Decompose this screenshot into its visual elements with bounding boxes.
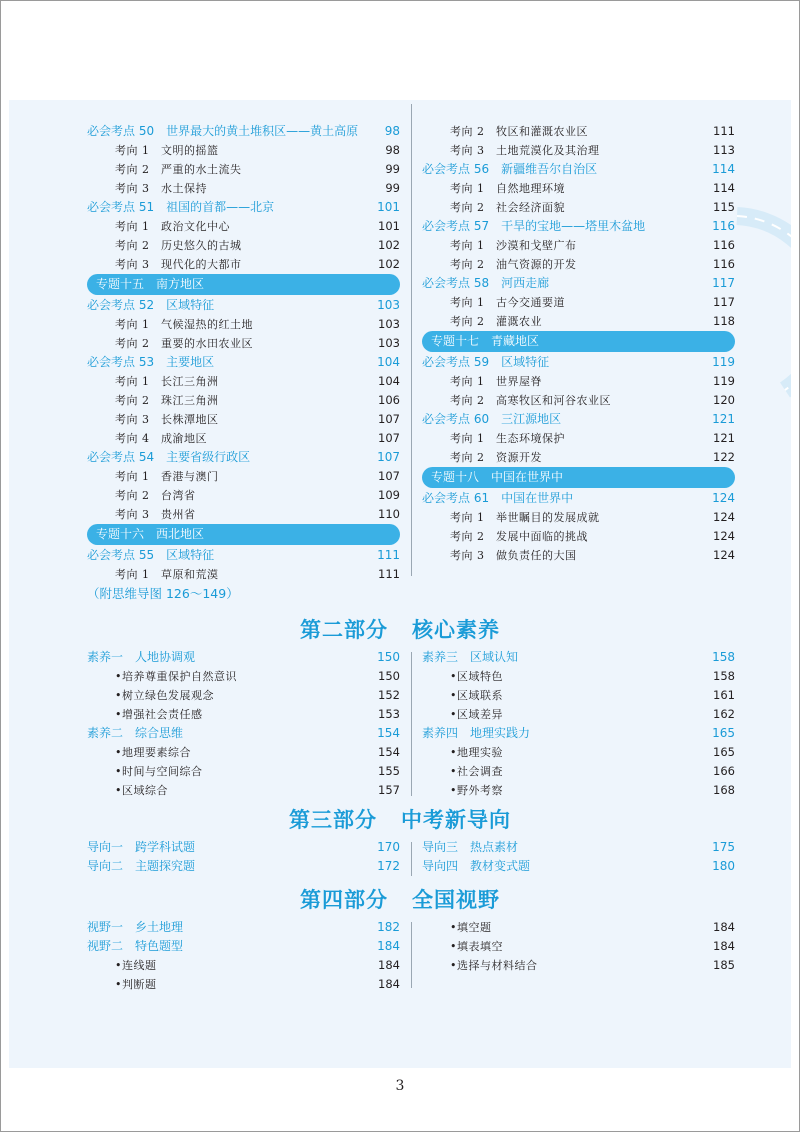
toc-subentry (87, 141, 400, 160)
entry-page-number: 158 (713, 669, 735, 683)
entry-title: 考向 2 牧区和灌溉农业区 (450, 125, 588, 138)
entry-page-number: 154 (378, 745, 400, 759)
toc-subentry (422, 705, 735, 724)
entry-page-number: 180 (712, 859, 735, 873)
entry-title: 考向 1 古今交通要道 (450, 296, 565, 309)
toc-subentry (87, 160, 400, 179)
toc-subentry (422, 918, 735, 937)
toc-subentry (422, 956, 735, 975)
entry-page-number: 116 (713, 238, 735, 252)
entry-title: 必会考点 53 主要地区 (87, 355, 215, 369)
part-4-number: 第四部分 (300, 888, 388, 912)
entry-page-number: 184 (713, 920, 735, 934)
entry-page-number: 122 (713, 450, 735, 464)
entry-page-number: 103 (378, 317, 400, 331)
entry-title: 考向 3 长株潭地区 (115, 413, 219, 426)
toc-right-column (422, 122, 735, 565)
entry-page-number: 116 (712, 219, 735, 233)
toc-subentry (87, 486, 400, 505)
entry-title: 必会考点 52 区域特征 (87, 298, 215, 312)
entry-page-number: 157 (378, 783, 400, 797)
toc-subentry (422, 429, 735, 448)
entry-title: •社会调查 (450, 765, 503, 778)
entry-page-number: 121 (712, 412, 735, 426)
entry-title: •时间与空间综合 (115, 765, 203, 778)
entry-page-number: 117 (712, 276, 735, 290)
entry-page-number: 106 (378, 393, 400, 407)
toc-entry (422, 838, 735, 857)
part-2-left-column (87, 648, 400, 800)
entry-page-number: 184 (713, 939, 735, 953)
toc-entry (87, 648, 400, 667)
toc-subentry (422, 312, 735, 331)
entry-page-number: 109 (378, 488, 400, 502)
toc-subentry (87, 429, 400, 448)
toc-subentry (87, 217, 400, 236)
part-2-heading (0, 614, 800, 644)
toc-subentry (422, 122, 735, 141)
entry-title: 考向 1 举世瞩目的发展成就 (450, 511, 600, 524)
toc-subentry (87, 315, 400, 334)
entry-title: 考向 1 香港与澳门 (115, 470, 219, 483)
entry-title: 考向 3 土地荒漠化及其治理 (450, 144, 600, 157)
toc-subentry (422, 236, 735, 255)
part-4-title: 全国视野 (412, 888, 500, 912)
toc-entry (422, 217, 735, 236)
topic-banner: 专题十五 南方地区 (87, 274, 400, 295)
entry-page-number: 101 (378, 219, 400, 233)
entry-title: 考向 2 珠江三角洲 (115, 394, 219, 407)
toc-entry (87, 937, 400, 956)
entry-title: •地理要素综合 (115, 746, 191, 759)
toc-subentry (87, 236, 400, 255)
entry-title: 考向 2 严重的水土流失 (115, 163, 242, 176)
page-number: 3 (395, 1078, 405, 1094)
entry-page-number: 184 (378, 977, 400, 991)
part-3-right-column (422, 838, 735, 876)
entry-page-number: 124 (713, 548, 735, 562)
entry-page-number: 161 (713, 688, 735, 702)
entry-page-number: 155 (378, 764, 400, 778)
toc-subentry (422, 179, 735, 198)
entry-page-number: 121 (713, 431, 735, 445)
toc-subentry (87, 743, 400, 762)
entry-page-number: 104 (377, 355, 400, 369)
entry-page-number: 119 (712, 355, 735, 369)
entry-page-number: 172 (377, 859, 400, 873)
entry-page-number: 98 (384, 124, 400, 138)
entry-title: •区域差异 (450, 708, 503, 721)
entry-title: •区域特色 (450, 670, 503, 683)
toc-entry (87, 838, 400, 857)
entry-page-number: 99 (385, 162, 400, 176)
entry-page-number: 115 (713, 200, 735, 214)
toc-entry (422, 489, 735, 508)
part-3-number: 第三部分 (289, 808, 377, 832)
entry-title: 导向一 跨学科试题 (87, 840, 196, 854)
toc-entry (87, 448, 400, 467)
toc-entry (422, 160, 735, 179)
toc-subentry (422, 762, 735, 781)
toc-subentry (87, 975, 400, 994)
entry-page-number: 150 (378, 669, 400, 683)
toc-subentry (422, 198, 735, 217)
toc-entry (422, 648, 735, 667)
entry-title: •填空题 (450, 921, 492, 934)
entry-page-number: 114 (713, 181, 735, 195)
toc-subentry (422, 372, 735, 391)
entry-title: 必会考点 61 中国在世界中 (422, 491, 574, 505)
entry-title: 必会考点 60 三江源地区 (422, 412, 562, 426)
topic-banner: 专题十七 青藏地区 (422, 331, 735, 352)
entry-title: 素养三 区域认知 (422, 650, 519, 664)
entry-title: 导向四 教材变式题 (422, 859, 531, 873)
entry-title: 考向 4 成渝地区 (115, 432, 207, 445)
entry-title: 视野一 乡土地理 (87, 920, 184, 934)
entry-page-number: 110 (378, 507, 400, 521)
entry-page-number: 111 (377, 548, 400, 562)
entry-page-number: 111 (378, 567, 400, 581)
toc-entry (422, 857, 735, 876)
entry-title: •树立绿色发展观念 (115, 689, 214, 702)
entry-title: 考向 2 重要的水田农业区 (115, 337, 253, 350)
entry-page-number: 113 (713, 143, 735, 157)
toc-subentry (87, 467, 400, 486)
toc-entry (87, 724, 400, 743)
toc-subentry (422, 448, 735, 467)
entry-title: 考向 2 油气资源的开发 (450, 258, 577, 271)
entry-page-number: 101 (377, 200, 400, 214)
toc-entry (87, 857, 400, 876)
entry-page-number: 182 (377, 920, 400, 934)
entry-page-number: 118 (713, 314, 735, 328)
toc-subentry (87, 762, 400, 781)
entry-title: 考向 2 资源开发 (450, 451, 542, 464)
entry-page-number: 99 (385, 181, 400, 195)
entry-title: 考向 1 沙漠和戈壁广布 (450, 239, 577, 252)
entry-page-number: 103 (377, 298, 400, 312)
toc-subentry (87, 334, 400, 353)
entry-title: •连线题 (115, 959, 157, 972)
part-4-left-column (87, 918, 400, 994)
column-divider (411, 842, 412, 876)
entry-title: 视野二 特色题型 (87, 939, 184, 953)
entry-page-number: 154 (377, 726, 400, 740)
toc-subentry (422, 686, 735, 705)
part-4-right-column (422, 918, 735, 975)
entry-title: •野外考察 (450, 784, 503, 797)
part-3-left-column (87, 838, 400, 876)
entry-title: 考向 3 水土保持 (115, 182, 207, 195)
toc-subentry (87, 705, 400, 724)
toc-subentry (87, 956, 400, 975)
toc-subentry (422, 937, 735, 956)
part-3-heading (0, 804, 800, 834)
entry-title: 考向 1 气候湿热的红土地 (115, 318, 253, 331)
entry-page-number: 175 (712, 840, 735, 854)
entry-title: 必会考点 50 世界最大的黄土堆积区——黄土高原 (87, 124, 359, 138)
entry-title: 考向 1 文明的摇篮 (115, 144, 219, 157)
toc-entry (422, 274, 735, 293)
entry-title: 考向 1 自然地理环境 (450, 182, 565, 195)
entry-title: 必会考点 54 主要省级行政区 (87, 450, 251, 464)
entry-page-number: 107 (378, 431, 400, 445)
toc-entry (87, 198, 400, 217)
entry-title: 考向 2 灌溉农业 (450, 315, 542, 328)
toc-subentry (422, 508, 735, 527)
toc-subentry (422, 546, 735, 565)
topic-banner: 专题十六 西北地区 (87, 524, 400, 545)
toc-subentry (87, 372, 400, 391)
entry-page-number: 162 (713, 707, 735, 721)
toc-subentry (87, 686, 400, 705)
part-3-title: 中考新导向 (401, 808, 511, 832)
toc-subentry (422, 527, 735, 546)
entry-title: 必会考点 55 区域特征 (87, 548, 215, 562)
entry-title: 必会考点 58 河西走廊 (422, 276, 550, 290)
toc-subentry (87, 179, 400, 198)
mind-map-note: （附思维导图 126～149） (87, 586, 239, 601)
entry-page-number: 185 (713, 958, 735, 972)
entry-page-number: 104 (378, 374, 400, 388)
entry-page-number: 102 (378, 257, 400, 271)
entry-title: 必会考点 57 干旱的宝地——塔里木盆地 (422, 219, 646, 233)
entry-page-number: 116 (713, 257, 735, 271)
entry-title: •区域综合 (115, 784, 168, 797)
toc-subentry (422, 667, 735, 686)
entry-page-number: 184 (377, 939, 400, 953)
entry-title: 素养四 地理实践力 (422, 726, 531, 740)
entry-title: 考向 2 高寒牧区和河谷农业区 (450, 394, 611, 407)
entry-page-number: 107 (377, 450, 400, 464)
column-divider (411, 922, 412, 988)
entry-title: 必会考点 56 新疆维吾尔自治区 (422, 162, 598, 176)
entry-page-number: 117 (713, 295, 735, 309)
toc-subentry (422, 293, 735, 312)
toc-subentry (422, 141, 735, 160)
entry-page-number: 107 (378, 412, 400, 426)
entry-title: 考向 2 历史悠久的古城 (115, 239, 242, 252)
entry-page-number: 165 (713, 745, 735, 759)
entry-page-number: 124 (713, 529, 735, 543)
entry-page-number: 166 (713, 764, 735, 778)
entry-title: 素养二 综合思维 (87, 726, 184, 740)
entry-title: •填表填空 (450, 940, 503, 953)
entry-page-number: 119 (713, 374, 735, 388)
part-2-number: 第二部分 (300, 618, 388, 642)
entry-title: •地理实验 (450, 746, 503, 759)
entry-page-number: 170 (377, 840, 400, 854)
toc-subentry (87, 410, 400, 429)
entry-page-number: 168 (713, 783, 735, 797)
toc-entry (422, 724, 735, 743)
toc-subentry (87, 255, 400, 274)
entry-page-number: 152 (378, 688, 400, 702)
toc-entry (422, 410, 735, 429)
entry-title: 考向 1 长江三角洲 (115, 375, 219, 388)
toc-subentry (87, 565, 400, 584)
entry-title: 考向 2 台湾省 (115, 489, 196, 502)
entry-page-number: 103 (378, 336, 400, 350)
entry-title: 考向 3 现代化的大都市 (115, 258, 242, 271)
entry-page-number: 124 (712, 491, 735, 505)
toc-entry (87, 353, 400, 372)
entry-title: •培养尊重保护自然意识 (115, 670, 237, 683)
toc-subentry (87, 781, 400, 800)
entry-page-number: 153 (378, 707, 400, 721)
toc-subentry (87, 505, 400, 524)
entry-page-number: 120 (713, 393, 735, 407)
entry-title: •判断题 (115, 978, 157, 991)
entry-title: 考向 1 世界屋脊 (450, 375, 542, 388)
entry-title: 考向 1 政治文化中心 (115, 220, 230, 233)
toc-entry (87, 296, 400, 315)
entry-page-number: 158 (712, 650, 735, 664)
part-4-heading (0, 884, 800, 914)
toc-entry (87, 918, 400, 937)
column-divider (411, 104, 412, 576)
entry-title: 必会考点 59 区域特征 (422, 355, 550, 369)
entry-title: 考向 2 社会经济面貌 (450, 201, 565, 214)
entry-title: •增强社会责任感 (115, 708, 203, 721)
entry-title: •选择与材料结合 (450, 959, 538, 972)
toc-entry (422, 353, 735, 372)
toc-subentry (422, 781, 735, 800)
toc-subentry (87, 667, 400, 686)
entry-page-number: 165 (712, 726, 735, 740)
toc-subentry (87, 391, 400, 410)
entry-title: 考向 3 做负责任的大国 (450, 549, 577, 562)
entry-title: 必会考点 51 祖国的首都——北京 (87, 200, 275, 214)
toc-left-column (87, 122, 400, 584)
entry-title: 考向 1 生态环境保护 (450, 432, 565, 445)
entry-page-number: 102 (378, 238, 400, 252)
entry-page-number: 124 (713, 510, 735, 524)
entry-page-number: 98 (385, 143, 400, 157)
part-2-right-column (422, 648, 735, 800)
entry-title: 考向 2 发展中面临的挑战 (450, 530, 588, 543)
part-2-title: 核心素养 (412, 618, 500, 642)
toc-subentry (422, 743, 735, 762)
entry-page-number: 150 (377, 650, 400, 664)
entry-title: 考向 1 草原和荒漠 (115, 568, 219, 581)
entry-title: 考向 3 贵州省 (115, 508, 196, 521)
column-divider (411, 652, 412, 796)
entry-title: 导向三 热点素材 (422, 840, 519, 854)
toc-entry (87, 546, 400, 565)
entry-page-number: 114 (712, 162, 735, 176)
toc-entry (87, 122, 400, 141)
toc-subentry (422, 255, 735, 274)
entry-page-number: 111 (713, 124, 735, 138)
entry-title: 导向二 主题探究题 (87, 859, 196, 873)
toc-subentry (422, 391, 735, 410)
entry-title: •区域联系 (450, 689, 503, 702)
topic-banner: 专题十八 中国在世界中 (422, 467, 735, 488)
entry-page-number: 184 (378, 958, 400, 972)
entry-title: 素养一 人地协调观 (87, 650, 196, 664)
entry-page-number: 107 (378, 469, 400, 483)
